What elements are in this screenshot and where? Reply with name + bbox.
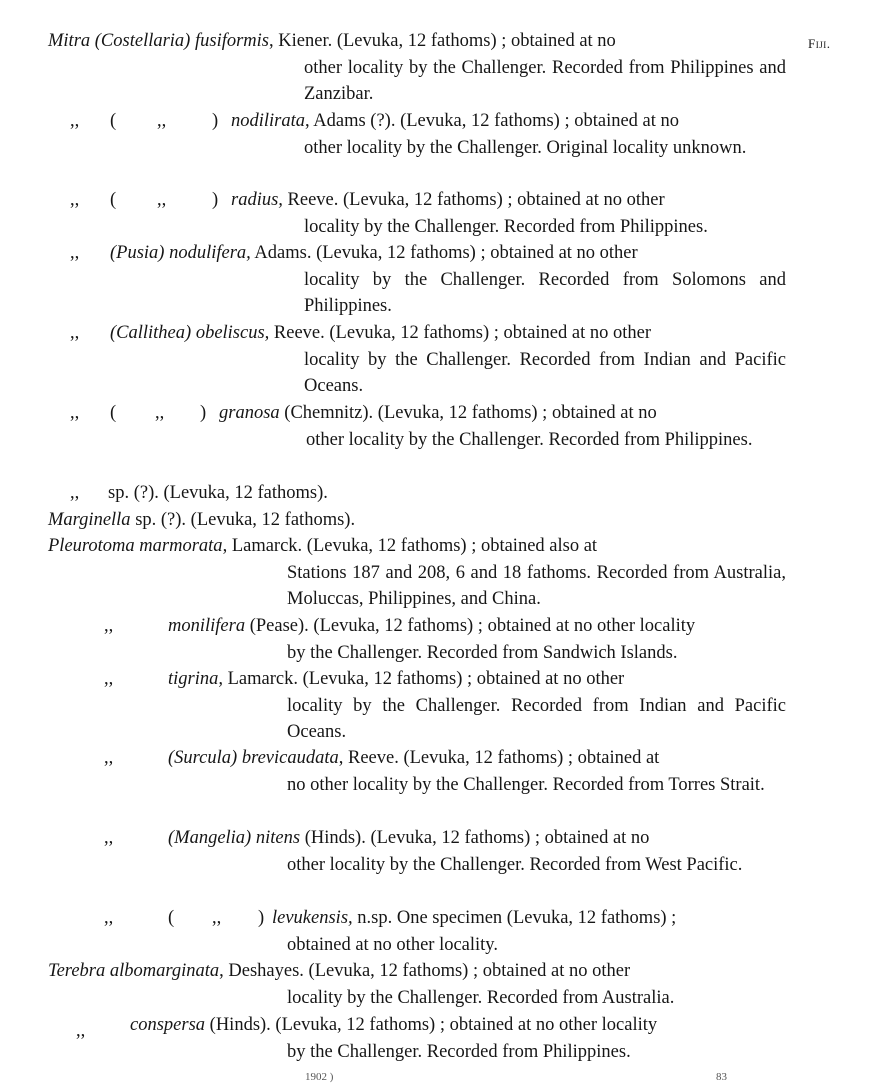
ditto-mark: ,, xyxy=(70,111,80,131)
entry-continuation: other locality by the Challenger. Recorded from Philippines. xyxy=(306,429,753,450)
species-name: monilifera xyxy=(168,616,246,636)
entry-continuation: locality by the Challenger. Recorded from Philippines. xyxy=(304,216,708,237)
genus-name: Marginella xyxy=(48,510,131,530)
entry-continuation: by the Challenger. Recorded from Sandwich Islands. xyxy=(287,642,678,663)
species-entry xyxy=(0,613,790,666)
species-name: nitens xyxy=(255,828,301,848)
entry-text: Adams. (Levuka, 12 fathoms) ; obtained at no other xyxy=(250,243,638,263)
subgenus-name: (Pusia) xyxy=(110,243,165,263)
species-entry xyxy=(0,666,790,746)
open-paren: ( xyxy=(110,403,117,423)
entry-text: , Reeve. (Levuka, 12 fathoms) ; obtained at xyxy=(338,748,660,768)
genus-name: Pleurotoma xyxy=(48,536,135,556)
entry-continuation: other locality by the Challenger. Recorded from Philippines and Zanzibar. xyxy=(304,57,786,104)
ditto-mark: ,, xyxy=(104,908,114,928)
entry-continuation: no other locality by the Challenger. Recorded from Torres Strait. xyxy=(287,774,765,795)
entry-text: , Deshayes. (Levuka, 12 fathoms) ; obtained at no other xyxy=(219,961,631,981)
ditto-mark: ,, xyxy=(70,483,80,503)
species-entry xyxy=(0,320,790,400)
species-entry xyxy=(0,480,790,507)
species-entry xyxy=(0,745,790,798)
ditto-mark: ,, xyxy=(104,748,114,768)
subgenus-name: (Surcula) xyxy=(168,748,238,768)
page-number: 83 xyxy=(716,1071,727,1083)
entry-continuation: Stations 187 and 208, 6 and 18 fathoms. Recorded from Australia, Moluccas, Philippines, and China. xyxy=(287,562,786,609)
species-name: fusiformis xyxy=(194,31,270,51)
ditto-mark: ,, xyxy=(157,111,167,131)
entry-continuation: locality by the Challenger. Recorded from Indian and Pacific Oceans. xyxy=(304,349,786,396)
entry-continuation: other locality by the Challenger. Recorded from West Pacific. xyxy=(287,854,743,875)
entry-text: (Chemnitz). (Levuka, 12 fathoms) ; obtained at no xyxy=(279,403,657,423)
species-entry xyxy=(0,958,790,1011)
species-name: conspersa xyxy=(130,1015,206,1035)
species-entry xyxy=(0,187,790,240)
species-entry xyxy=(0,905,790,958)
species-name: levukensis, xyxy=(272,908,353,928)
entry-text: , Kiener. (Levuka, 12 fathoms) ; obtained at no xyxy=(269,31,616,51)
species-name: granosa xyxy=(219,403,280,423)
open-paren: ( xyxy=(110,111,117,131)
ditto-mark: ,, xyxy=(70,403,80,423)
entry-continuation: locality by the Challenger. Recorded from Australia. xyxy=(287,987,675,1008)
ditto-mark: ,, xyxy=(70,243,80,263)
species-entry xyxy=(0,240,790,320)
species-name: nodilirata xyxy=(231,111,306,131)
ditto-mark: ,, xyxy=(212,908,222,928)
entry-text: Reeve. (Levuka, 12 fathoms) ; obtained at no other xyxy=(282,190,665,210)
open-paren: ( xyxy=(168,908,175,928)
species-name: tigrina, xyxy=(168,669,223,689)
entry-text: , Adams (?). (Levuka, 12 fathoms) ; obtained at no xyxy=(305,111,680,131)
entry-continuation: obtained at no other locality. xyxy=(287,934,498,955)
species-entry xyxy=(0,28,790,108)
entry-text: , Lamarck. (Levuka, 12 fathoms) ; obtained also at xyxy=(222,536,598,556)
species-name: marmorata xyxy=(139,536,223,556)
entry-continuation: locality by the Challenger. Recorded from Indian and Pacific Oceans. xyxy=(287,695,786,742)
ditto-mark: ,, xyxy=(104,616,114,636)
ditto-mark: ,, xyxy=(104,828,114,848)
close-paren: ) xyxy=(212,111,219,131)
species-name: radius, xyxy=(231,190,283,210)
entry-text: n.sp. One specimen (Levuka, 12 fathoms) ; xyxy=(352,908,677,928)
subgenus-name: (Mangelia) xyxy=(168,828,252,848)
ditto-mark: ,, xyxy=(76,1021,86,1041)
genus-name: Mitra xyxy=(48,31,91,51)
entry-continuation: by the Challenger. Recorded from Philippines. xyxy=(287,1041,631,1062)
ditto-mark: ,, xyxy=(70,323,80,343)
species-entry xyxy=(0,825,790,878)
entry-text: Lamarck. (Levuka, 12 fathoms) ; obtained at no other xyxy=(223,669,625,689)
genus-name: Terebra xyxy=(48,961,106,981)
ditto-mark: ,, xyxy=(104,669,114,689)
close-paren: ) xyxy=(258,908,265,928)
species-entry xyxy=(0,507,790,534)
entry-text: (Hinds). (Levuka, 12 fathoms) ; obtained at no xyxy=(300,828,650,848)
subgenus-name: (Callithea) xyxy=(110,323,192,343)
entry-text: (Hinds). (Levuka, 12 fathoms) ; obtained at no other locality xyxy=(205,1015,658,1035)
entry-text: sp. (?). (Levuka, 12 fathoms). xyxy=(108,483,328,503)
ditto-mark: ,, xyxy=(70,190,80,210)
subgenus-name: (Costellaria) xyxy=(94,31,191,51)
species-entry xyxy=(0,400,790,453)
margin-note: Fiji. xyxy=(808,36,831,51)
species-entry xyxy=(0,1012,790,1065)
entry-continuation: locality by the Challenger. Recorded from Solomons and Philippines. xyxy=(304,269,786,316)
species-name: albomarginata xyxy=(109,961,220,981)
ditto-mark: ,, xyxy=(155,403,165,423)
entry-text: sp. (?). (Levuka, 12 fathoms). xyxy=(130,510,356,530)
species-name: nodulifera, xyxy=(169,243,251,263)
entry-text: (Pease). (Levuka, 12 fathoms) ; obtained at no other locality xyxy=(245,616,696,636)
species-entry xyxy=(0,108,790,161)
footer-signature: 1902 ) xyxy=(305,1071,334,1083)
close-paren: ) xyxy=(200,403,207,423)
open-paren: ( xyxy=(110,190,117,210)
ditto-mark: ,, xyxy=(157,190,167,210)
entry-text: Reeve. (Levuka, 12 fathoms) ; obtained at no other xyxy=(269,323,651,343)
species-entry xyxy=(0,533,790,613)
close-paren: ) xyxy=(212,190,219,210)
entry-continuation: other locality by the Challenger. Original locality unknown. xyxy=(304,137,747,158)
species-name: obeliscus, xyxy=(195,323,270,343)
species-name: brevicaudata xyxy=(241,748,339,768)
